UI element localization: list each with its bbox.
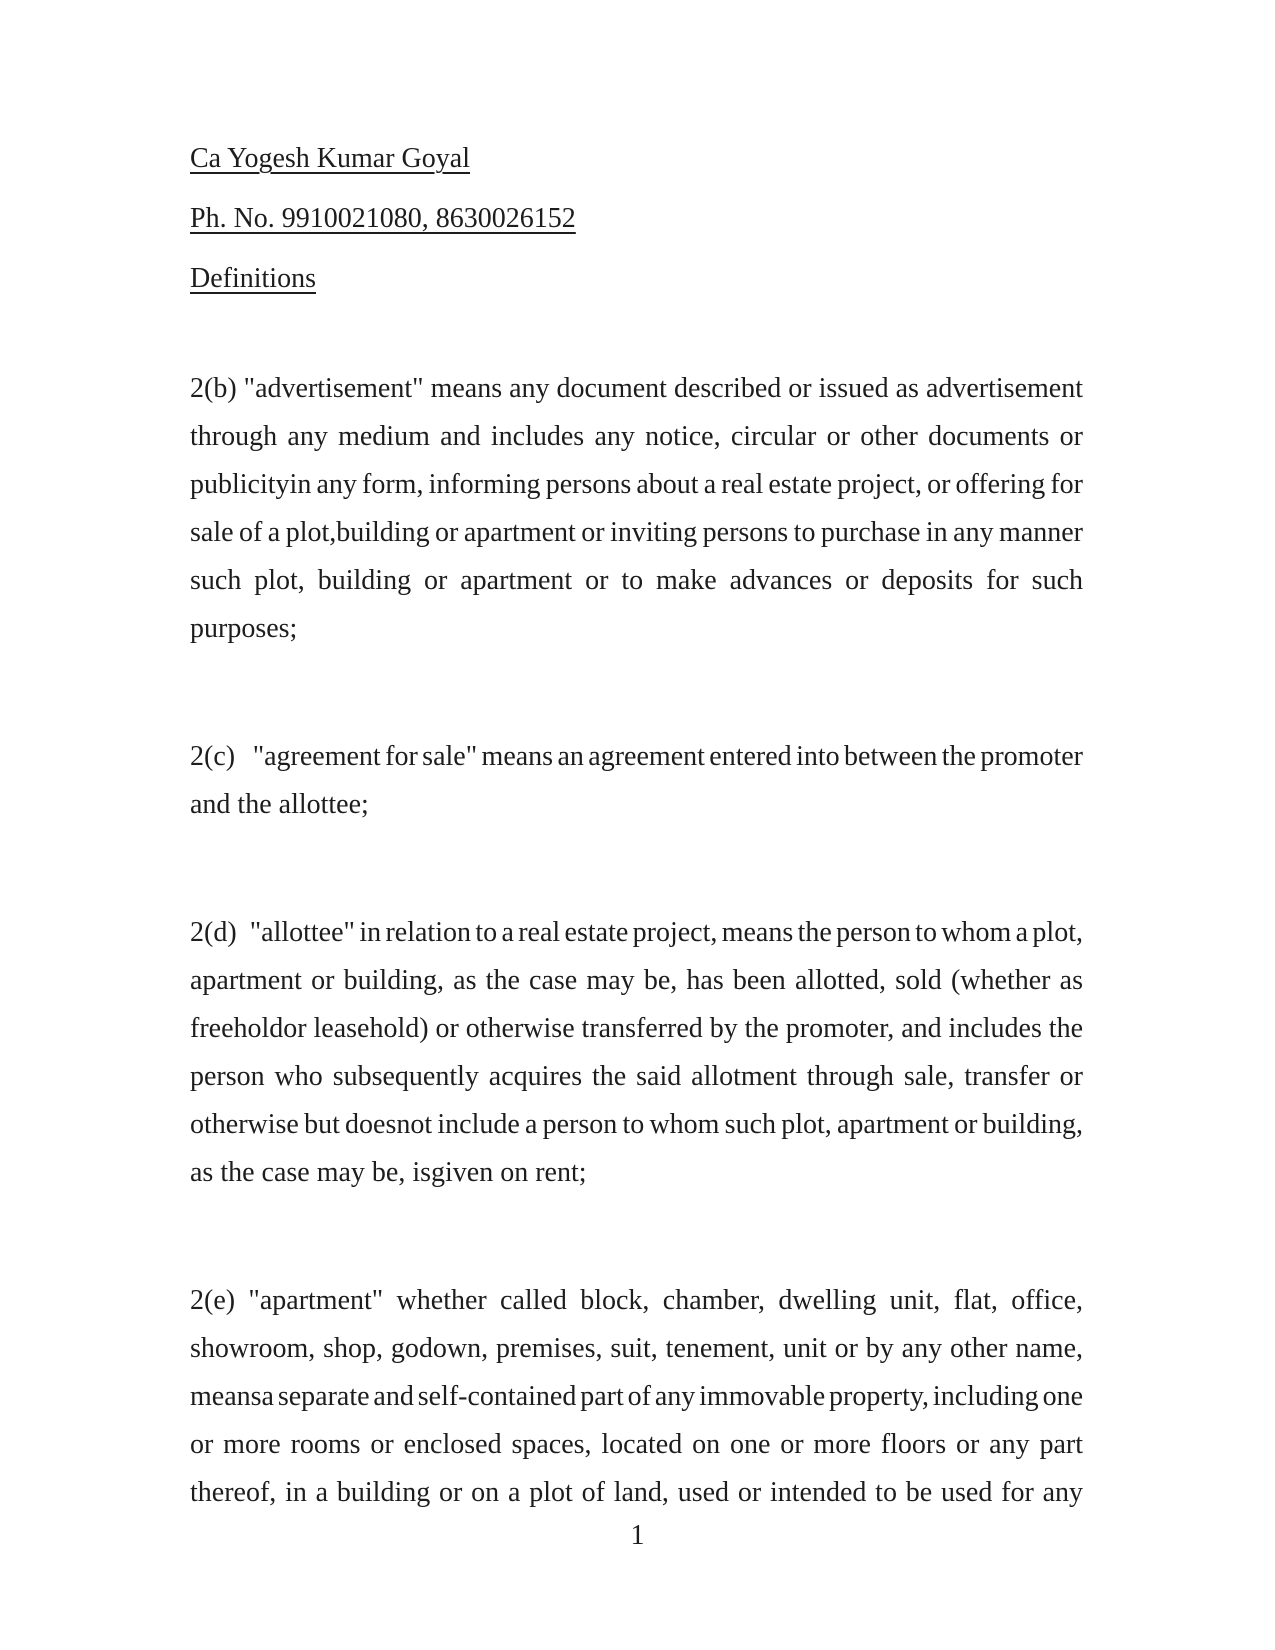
page-footer xyxy=(0,1512,1275,1560)
author-name: Ca Yogesh Kumar Goyal xyxy=(190,143,470,174)
definition-paragraph-2c xyxy=(190,733,1083,829)
paragraph-line: through any medium and includes any notice, circular or other documents or xyxy=(190,421,1083,452)
page-number: 1 xyxy=(630,1520,645,1551)
paragraph-line: 2(b) "advertisement" means any document described or issued as advertisement xyxy=(190,373,1083,404)
paragraph-line: showroom, shop, godown, premises, suit, tenement, unit or by any other name, xyxy=(190,1333,1083,1364)
definition-paragraph-2e xyxy=(190,1277,1083,1517)
paragraph-line: and the allottee; xyxy=(190,789,369,820)
header-line-phone-number xyxy=(190,195,1083,243)
paragraph-line: or more rooms or enclosed spaces, located on one or more floors or any part xyxy=(190,1429,1083,1460)
paragraph-line: apartment or building, as the case may be, has been allotted, sold (whether as xyxy=(190,965,1083,996)
paragraph-line: publicityin any form, informing persons about a real estate project, or offering for xyxy=(190,469,1083,500)
definition-paragraph-2b xyxy=(190,365,1083,653)
definition-paragraph-2d xyxy=(190,909,1083,1197)
paragraph-line: as the case may be, isgiven on rent; xyxy=(190,1157,587,1188)
definitions-section xyxy=(190,365,1083,1517)
paragraph-line: person who subsequently acquires the said allotment through sale, transfer or xyxy=(190,1061,1083,1092)
paragraph-line: thereof, in a building or on a plot of land, used or intended to be used for any xyxy=(190,1477,1083,1508)
paragraph-line: 2(e) "apartment" whether called block, chamber, dwelling unit, flat, office, xyxy=(190,1285,1083,1316)
paragraph-line: sale of a plot,building or apartment or inviting persons to purchase in any manner xyxy=(190,517,1083,548)
paragraph-line: 2(d) "allottee" in relation to a real estate project, means the person to whom a plot, xyxy=(190,917,1083,948)
paragraph-line: freeholdor leasehold) or otherwise transferred by the promoter, and includes the xyxy=(190,1013,1083,1044)
header-line-author-name xyxy=(190,135,1083,183)
definitions-heading: Definitions xyxy=(190,263,316,294)
paragraph-line: 2(c) "agreement for sale" means an agreement entered into between the promoter xyxy=(190,741,1083,772)
paragraph-line: otherwise but doesnot include a person to whom such plot, apartment or building, xyxy=(190,1109,1083,1140)
phone-number: Ph. No. 9910021080, 8630026152 xyxy=(190,203,576,234)
document-header xyxy=(190,135,1083,303)
paragraph-line: purposes; xyxy=(190,613,298,644)
paragraph-line: meansa separate and self-contained part of any immovable property, including one xyxy=(190,1381,1083,1412)
document-body xyxy=(190,135,1083,1517)
header-line-definitions-heading xyxy=(190,255,1083,303)
paragraph-line: such plot, building or apartment or to make advances or deposits for such xyxy=(190,565,1083,596)
